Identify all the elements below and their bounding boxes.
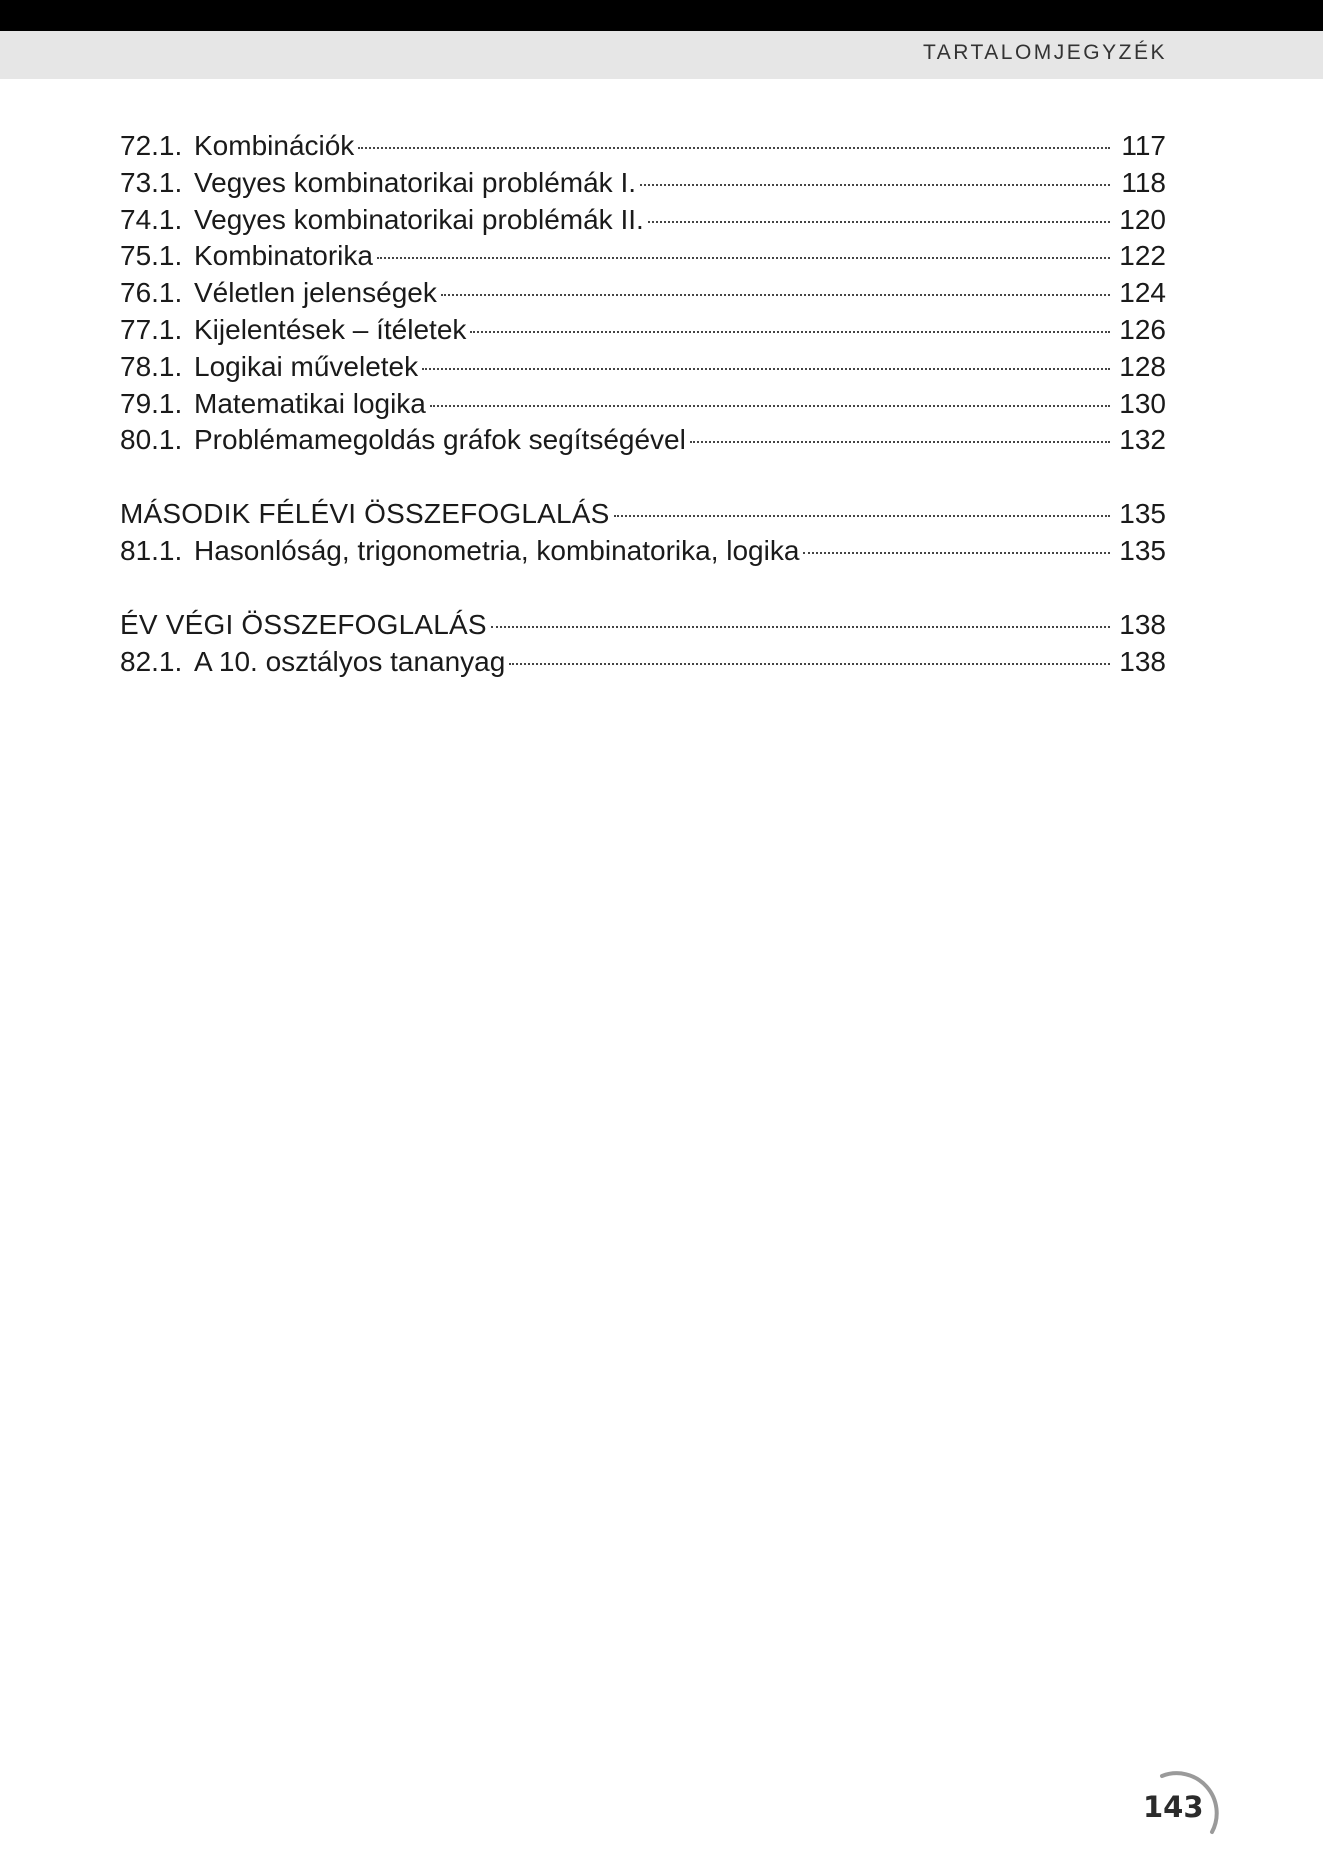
dot-leader (377, 257, 1110, 259)
table-of-contents (120, 128, 1166, 680)
toc-entry-number: 74.1. (120, 203, 183, 235)
toc-entry-page: 120 (1119, 203, 1166, 235)
toc-entry[interactable] (120, 349, 1166, 386)
toc-entry[interactable] (120, 644, 1166, 681)
toc-entry-page: 126 (1119, 313, 1166, 345)
page-number: 143 (1143, 1790, 1204, 1824)
toc-group-chapters (120, 128, 1166, 459)
toc-entry-title: Logikai műveletek (194, 350, 419, 382)
toc-entry-page: 124 (1119, 277, 1166, 309)
dot-leader (422, 368, 1110, 370)
toc-entry[interactable] (120, 275, 1166, 312)
toc-entry-number: 78.1. (120, 350, 183, 382)
toc-entry-page: 132 (1119, 424, 1166, 456)
toc-entry-title: Kombinációk (194, 130, 355, 161)
dot-leader (358, 147, 1110, 149)
toc-entry-number: 73.1. (120, 166, 183, 198)
dot-leader (803, 552, 1110, 554)
toc-section-page: 135 (1119, 498, 1166, 530)
toc-entry-title: A 10. osztályos tananyag (194, 645, 506, 677)
toc-entry-page: 135 (1119, 534, 1166, 566)
toc-entry[interactable] (120, 386, 1166, 423)
toc-section-title: ÉV VÉGI ÖSSZEFOGLALÁS (120, 608, 487, 640)
toc-section-heading[interactable] (120, 607, 1166, 644)
toc-group-second-semester-review (120, 496, 1166, 570)
toc-entry[interactable] (120, 202, 1166, 239)
toc-section-page: 138 (1119, 608, 1166, 640)
toc-entry[interactable] (120, 165, 1166, 202)
toc-entry[interactable] (120, 422, 1166, 459)
toc-entry[interactable] (120, 128, 1166, 165)
toc-entry-number: 77.1. (120, 313, 183, 345)
dot-leader (470, 331, 1110, 333)
toc-entry-page: 128 (1119, 350, 1166, 382)
toc-entry-title: Véletlen jelenségek (194, 277, 437, 309)
dot-leader (690, 441, 1110, 443)
toc-entry-page: 138 (1119, 645, 1166, 677)
toc-entry-number: 75.1. (120, 240, 183, 272)
dot-leader (640, 184, 1110, 186)
dot-leader (509, 663, 1110, 665)
running-header-title: TARTALOMJEGYZÉK (922, 41, 1167, 64)
toc-entry-title: Vegyes kombinatorikai problémák I. (194, 166, 636, 198)
toc-section-heading[interactable] (120, 496, 1166, 533)
toc-entry[interactable] (120, 533, 1166, 570)
toc-entry-title: Vegyes kombinatorikai problémák II. (194, 203, 644, 235)
toc-entry-page: 117 (1121, 130, 1166, 161)
toc-entry[interactable] (120, 238, 1166, 275)
dot-leader (430, 405, 1110, 407)
toc-entry-number: 81.1. (120, 534, 183, 566)
dot-leader (491, 626, 1110, 628)
toc-entry-page: 118 (1121, 166, 1166, 198)
toc-entry-title: Matematikai logika (194, 387, 426, 419)
dot-leader (648, 221, 1110, 223)
toc-entry-page: 130 (1119, 387, 1166, 419)
toc-entry-number: 80.1. (120, 424, 183, 456)
toc-entry-number: 82.1. (120, 645, 183, 677)
toc-section-title: MÁSODIK FÉLÉVI ÖSSZEFOGLALÁS (120, 498, 610, 530)
toc-entry-number: 79.1. (120, 387, 183, 419)
toc-entry-page: 122 (1119, 240, 1166, 272)
dot-leader (441, 294, 1110, 296)
toc-entry-number: 72.1. (120, 130, 183, 161)
toc-group-year-end-review (120, 607, 1166, 681)
dot-leader (614, 515, 1110, 517)
toc-entry-title: Problémamegoldás gráfok segítségével (194, 424, 686, 456)
toc-entry-number: 76.1. (120, 277, 183, 309)
toc-entry[interactable] (120, 312, 1166, 349)
top-black-bar (0, 0, 1323, 31)
toc-entry-title: Kombinatorika (194, 240, 373, 272)
toc-entry-title: Hasonlóság, trigonometria, kombinatorika, logika (194, 534, 800, 566)
toc-entry-title: Kijelentések – ítéletek (194, 313, 467, 345)
